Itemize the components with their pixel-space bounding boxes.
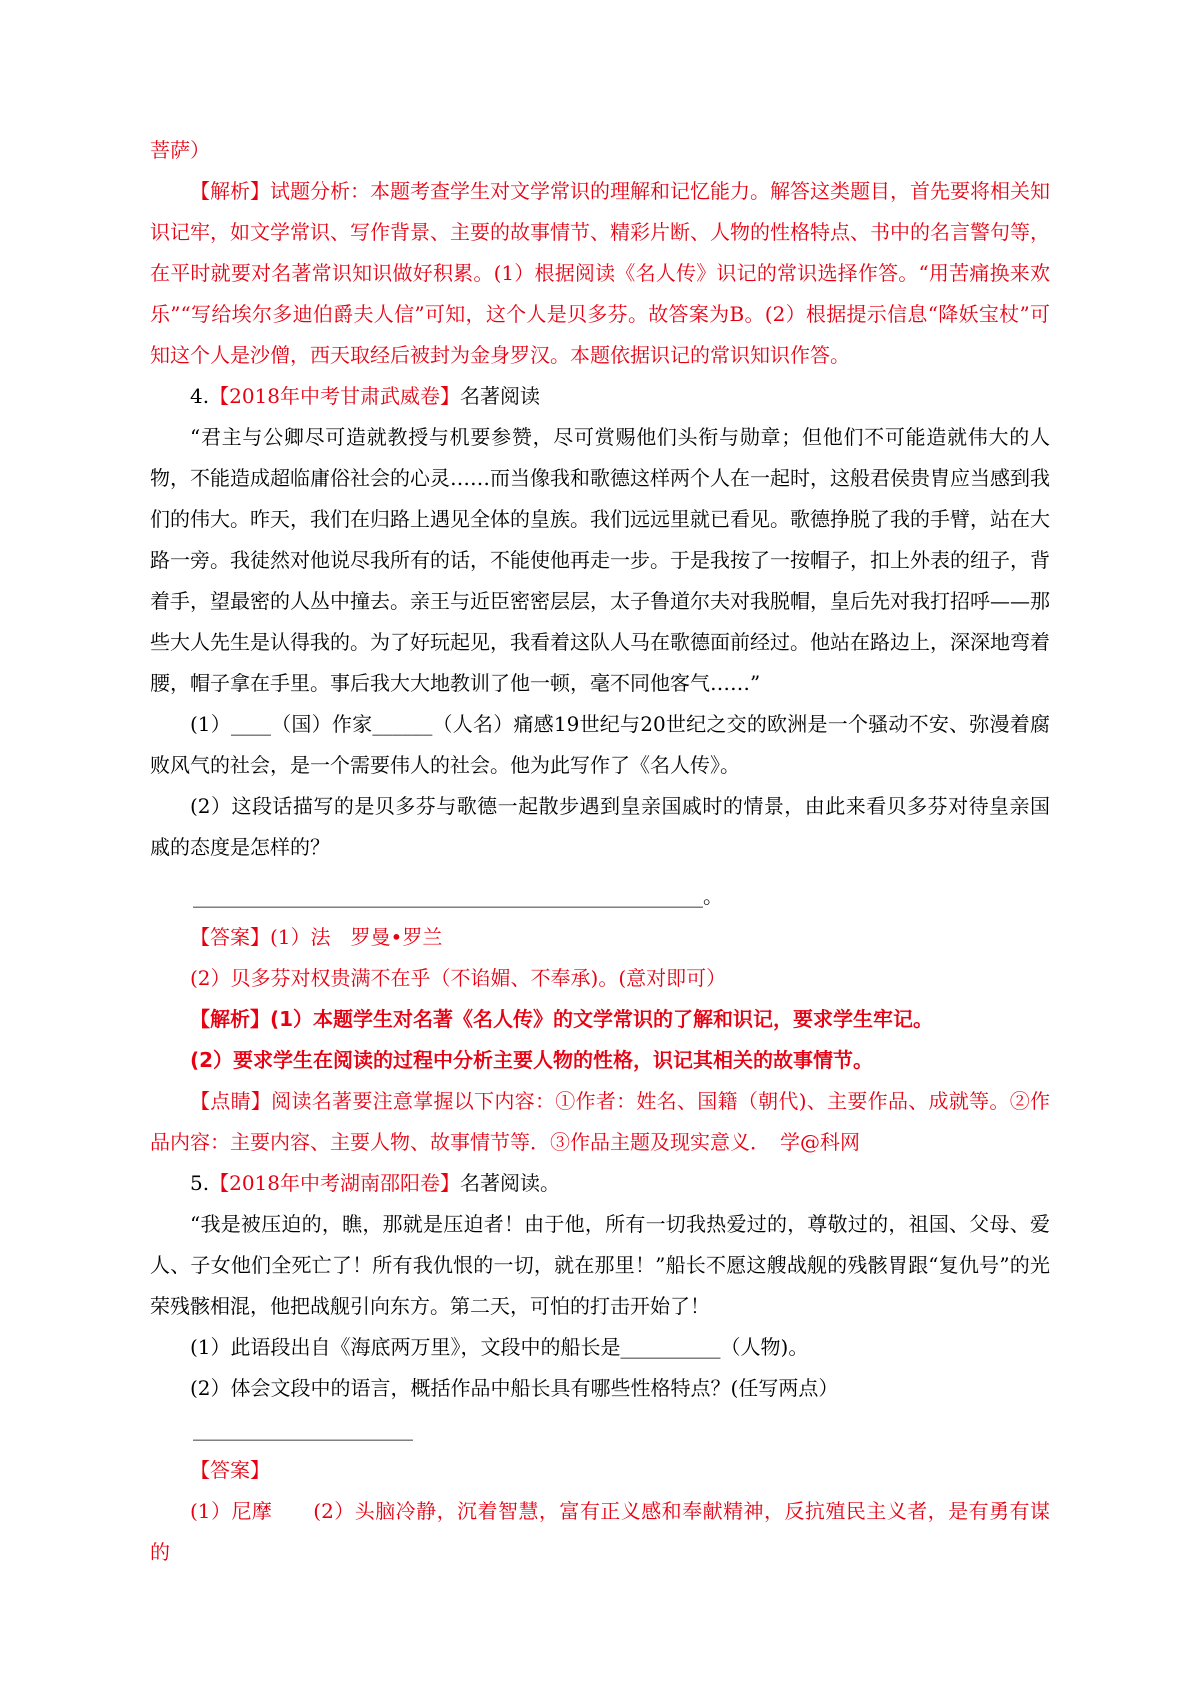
q5-subquestion-2: (2）体会文段中的语言，概括作品中船长具有哪些性格特点？(任写两点） <box>190 1376 839 1400</box>
q4-heading <box>150 376 1050 417</box>
q4-title: 名著阅读 <box>460 384 540 408</box>
q4-analysis-2: (2）要求学生在阅读的过程中分析主要人物的性格，识记其相关的故事情节。 <box>190 1048 874 1072</box>
q4-answer-tag-line <box>150 917 1050 958</box>
q3-analysis-text: 试题分析：本题考查学生对文学常识的理解和记忆能力。解答这类题目，首先要将相关知识记牢，如文学常识、写作背景、主要的故事情节、精彩片断、人物的性格特点、书中的名言警句等，在平时就要对名著常识知识做好积累。(1）根据阅读《名人传》识记的常识选择作答。“用苦痛换来欢乐”“写给埃尔多迪伯爵夫人信”可知，这个人是贝多芬。故答案为B。(2）根据提示信息“降妖宝杖”可知这个人是沙僧，西天取经后被封为金身罗汉。本题依据识记的常识知识作答。 <box>150 179 1050 367</box>
q4-answer-blank: ___________________________________________________。 <box>193 884 723 908</box>
q3-analysis <box>150 171 1050 376</box>
q4-answer-1: (1）法 罗曼•罗兰 <box>270 925 443 949</box>
page-content <box>150 130 1050 1573</box>
q5-answer-blank: ______________________ <box>193 1417 413 1441</box>
q5-source: 【2018年中考湖南邵阳卷】 <box>209 1171 460 1195</box>
q4-analysis-1: (1）本题学生对名著《名人传》的文学常识的了解和识记，要求学生牢记。 <box>270 1007 934 1031</box>
q4-analysis-1-line <box>150 999 1050 1040</box>
q4-answer-2: (2）贝多芬对权贵满不在乎（不谄媚、不奉承)。(意对即可） <box>190 966 727 990</box>
q5-subquestion-1: (1）此语段出自《海底两万里》，文段中的船长是__________（人物)。 <box>190 1335 809 1359</box>
q4-source: 【2018年中考甘肃武威卷】 <box>209 384 460 408</box>
q4-tip-tag: 【点睛】 <box>190 1089 272 1113</box>
q4-number: 4. <box>190 384 210 408</box>
q5-heading <box>150 1163 1050 1204</box>
q4-subquestion-1: (1）____（国）作家______（人名）痛感19世纪与20世纪之交的欧洲是一个骚动不安、弥漫着腐败风气的社会，是一个需要伟人的社会。他为此写作了《名人传》。 <box>150 712 1050 777</box>
q5-number: 5. <box>190 1171 210 1195</box>
q3-analysis-tag: 【解析】 <box>190 179 270 203</box>
q4-answer-tag: 【答案】 <box>190 925 270 949</box>
q4-passage: “君主与公卿尽可造就教授与机要参赞，尽可赏赐他们头衔与勋章；但他们不可能造就伟大的人物，不能造成超临庸俗社会的心灵……而当像我和歌德这样两个人在一起时，这般君侯贵胄应当感到我们的伟大。昨天，我们在归路上遇见全体的皇族。我们远远里就已看见。歌德挣脱了我的手臂，站在大路一旁。我徒然对他说尽我所有的话，不能使他再走一步。于是我按了一按帽子，扣上外表的纽子，背着手，望最密的人丛中撞去。亲王与近臣密密层层，太子鲁道尔夫对我脱帽，皇后先对我打招呼——那些大人先生是认得我的。为了好玩起见，我看着这队人马在歌德面前经过。他站在路边上，深深地弯着腰，帽子拿在手里。事后我大大地教训了他一顿，毫不同他客气……” <box>150 425 1050 695</box>
q4-tip-text: 阅读名著要注意掌握以下内容：①作者：姓名、国籍（朝代)、主要作品、成就等。②作品内容：主要内容、主要人物、故事情节等．③作品主题及现实意义． 学@科网 <box>150 1089 1051 1154</box>
q5-passage: “我是被压迫的，瞧，那就是压迫者！由于他，所有一切我热爱过的，尊敬过的，祖国、父母、爱人、子女他们全死亡了！所有我仇恨的一切，就在那里！”船长不愿这艘战舰的残骸胃跟“复仇号”的光荣残骸相混，他把战舰引向东方。第二天，可怕的打击开始了！ <box>150 1212 1050 1318</box>
q5-answer: (1）尼摩 (2）头脑冷静，沉着智慧，富有正义感和奉献精神，反抗殖民主义者，是有勇有谋的 <box>150 1499 1050 1564</box>
q5-answer-tag: 【答案】 <box>190 1458 270 1482</box>
q3-answer-tail: 菩萨） <box>150 138 210 162</box>
q4-subquestion-2: (2）这段话描写的是贝多芬与歌德一起散步遇到皇亲国戚时的情景，由此来看贝多芬对待皇亲国戚的态度是怎样的？ <box>150 794 1050 859</box>
q4-tip <box>150 1081 1050 1163</box>
q5-title: 名著阅读。 <box>460 1171 560 1195</box>
q4-analysis-tag: 【解析】 <box>190 1007 270 1031</box>
